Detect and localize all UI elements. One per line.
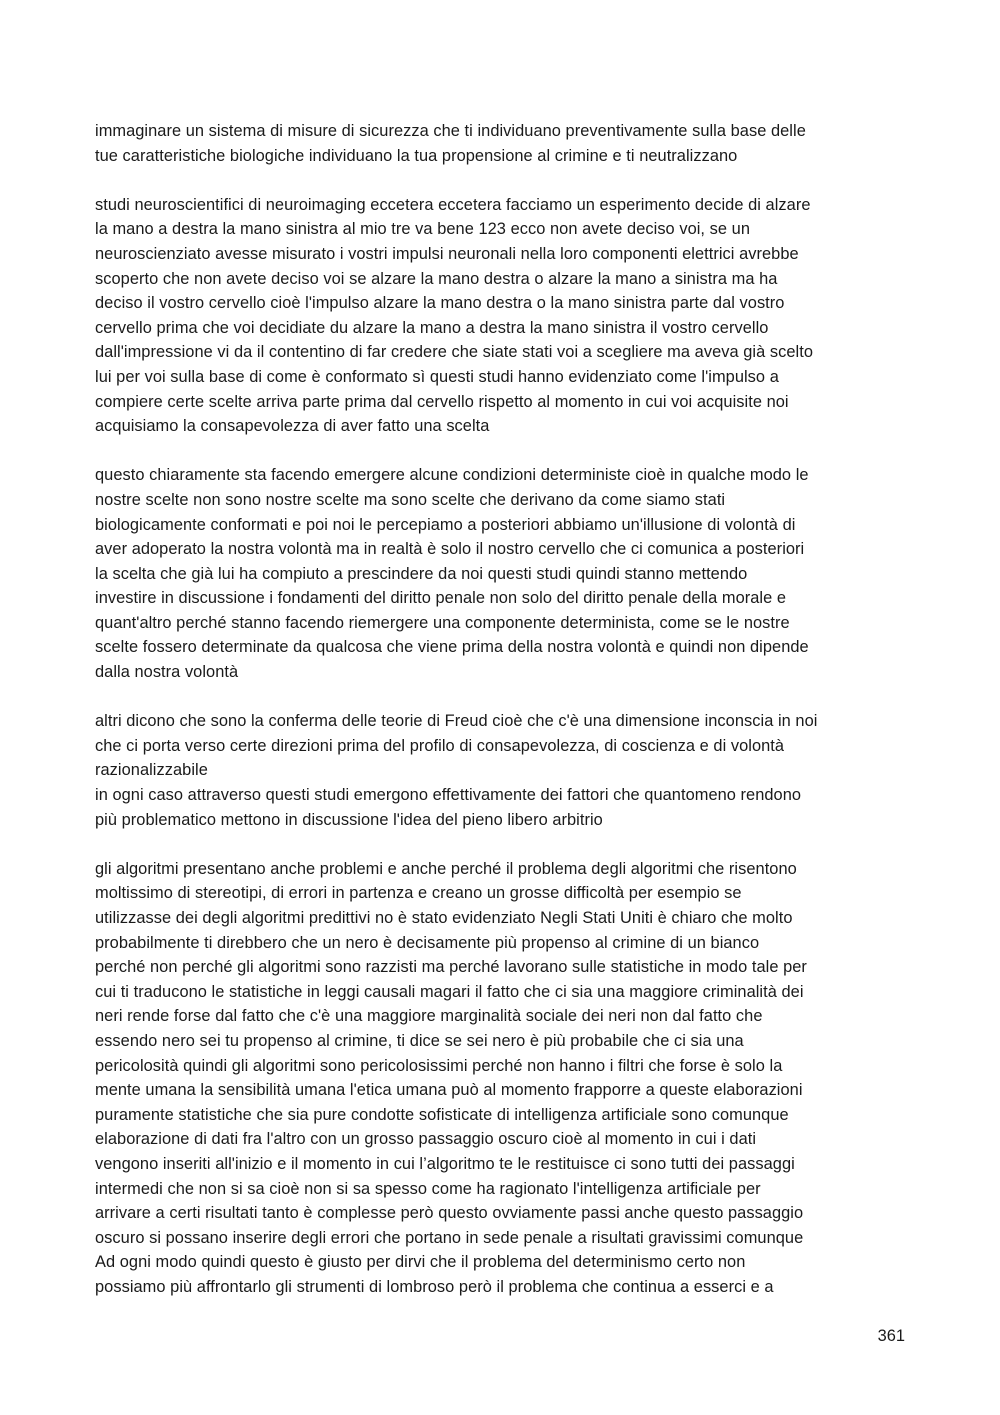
- text-line: essendo nero sei tu propenso al crimine, ti dice se sei nero è più probabile che ci sia una: [95, 1031, 744, 1050]
- text-line: in ogni caso attraverso questi studi emergono effettivamente dei fattori che quantomeno rendono: [95, 786, 802, 805]
- text-line: pericolosità quindi gli algoritmi sono pericolosissimi perché non hanno i filtri che forse è solo la: [95, 1056, 783, 1075]
- text-line: investire in discussione i fondamenti del diritto penale non solo del diritto penale della morale e: [95, 589, 787, 608]
- page-number: 361: [877, 1327, 905, 1345]
- body-text: [95, 119, 915, 1300]
- text-line: quant'altro perché stanno facendo riemergere una componente determinista, come se le nostre: [95, 613, 790, 632]
- text-line: compiere certe scelte arriva parte prima dal cervello rispetto al momento in cui voi acquisite noi: [95, 392, 789, 411]
- paragraph: [95, 193, 915, 439]
- text-line: razionalizzabile: [95, 761, 208, 780]
- text-line: dall'impressione vi da il contentino di far credere che siate stati voi a scegliere ma aveva già scelto: [95, 343, 813, 362]
- text-line: dalla nostra volontà: [95, 663, 239, 682]
- text-line: moltissimo di stereotipi, di errori in partenza e creano un grosse difficoltà per esempio se: [95, 884, 742, 903]
- text-line: vengono inseriti all'inizio e il momento in cui l’algoritmo te le restituisce ci sono tutti dei passaggi: [95, 1154, 795, 1173]
- text-line: questo chiaramente sta facendo emergere alcune condizioni deterministe cioè in qualche modo le: [95, 466, 809, 485]
- text-line: nostre scelte non sono nostre scelte ma sono scelte che derivano da come siamo stati: [95, 490, 726, 509]
- text-line: neuroscienziato avesse misurato i vostri impulsi neuronali nella loro componenti elettrici avrebbe: [95, 244, 799, 263]
- text-line: immaginare un sistema di misure di sicurezza che ti individuano preventivamente sulla base delle: [95, 122, 806, 140]
- text-line: Ad ogni modo quindi questo è giusto per dirvi che il problema del determinismo certo non: [95, 1253, 746, 1272]
- text-line: perché non perché gli algoritmi sono razzisti ma perché lavorano sulle statistiche in modo tale per: [95, 958, 807, 977]
- text-line: cervello prima che voi decidiate du alzare la mano a destra la mano sinistra il vostro cervello: [95, 318, 769, 337]
- text-line: elaborazione di dati fra l'altro con un grosso passaggio oscuro cioè al momento in cui i dati: [95, 1130, 757, 1149]
- paragraph: [95, 463, 915, 684]
- text-line: puramente statistiche che sia pure condotte sofisticate di intelligenza artificiale sono comunque: [95, 1105, 789, 1124]
- paragraph: [95, 119, 915, 168]
- paragraph: [95, 857, 915, 1300]
- text-line: cui ti traducono le statistiche in leggi causali magari il fatto che ci sia una maggiore criminalità dei: [95, 982, 804, 1001]
- text-line: la scelta che già lui ha compiuto a prescindere da noi questi studi quindi stanno mettendo: [95, 564, 748, 583]
- text-line: più problematico mettono in discussione l'idea del pieno libero arbitrio: [95, 810, 603, 829]
- text-line: utilizzasse dei degli algoritmi predittivi no è stato evidenziato Negli Stati Uniti è chiaro che molto: [95, 909, 793, 927]
- text-line: mente umana la sensibilità umana l'etica umana può al momento frapporre a queste elaborazioni: [95, 1081, 803, 1100]
- text-line: lui per voi sulla base di come è conformato sì questi studi hanno evidenziato come l'impulso a: [95, 367, 779, 386]
- text-line: oscuro si possano inserire degli errori che portano in sede penale a risultati gravissimi comunque: [95, 1228, 804, 1247]
- text-line: acquisiamo la consapevolezza di aver fatto una scelta: [95, 417, 490, 436]
- text-line: altri dicono che sono la conferma delle teorie di Freud cioè che c'è una dimensione inconscia in noi: [95, 712, 818, 731]
- text-line: scelte fossero determinate da qualcosa che viene prima della nostra volontà e quindi non dipende: [95, 638, 809, 657]
- text-line: probabilmente ti direbbero che un nero è decisamente più propenso al crimine di un bianco: [95, 933, 760, 952]
- text-line: studi neuroscientifici di neuroimaging eccetera eccetera facciamo un esperimento decide di alzare: [95, 195, 811, 214]
- text-line: biologicamente conformati e poi noi le percepiamo a posteriori abbiamo un'illusione di volontà di: [95, 515, 796, 534]
- text-line: neri rende forse dal fatto che c'è una maggiore marginalità sociale dei neri non dal fatto che: [95, 1007, 763, 1026]
- text-line: che ci porta verso certe direzioni prima del profilo di consapevolezza, di coscienza e di volontà: [95, 736, 785, 755]
- paragraph: [95, 709, 915, 832]
- text-line: la mano a destra la mano sinistra al mio tre va bene 123 ecco non avete deciso voi, se un: [95, 220, 750, 239]
- text-line: intermedi che non si sa cioè non si sa spesso come ha ragionato l'intelligenza artificiale per: [95, 1179, 761, 1198]
- text-line: deciso il vostro cervello cioè l'impulso alzare la mano destra o la mano sinistra parte dal vostro: [95, 294, 785, 313]
- text-line: tue caratteristiche biologiche individuano la tua propensione al crimine e ti neutralizzano: [95, 146, 738, 165]
- text-line: possiamo più affrontarlo gli strumenti di lombroso però il problema che continua a esserci e a: [95, 1277, 774, 1296]
- text-line: scoperto che non avete deciso voi se alzare la mano destra o alzare la mano a sinistra ma ha: [95, 269, 778, 288]
- text-line: aver adoperato la nostra volontà ma in realtà è solo il nostro cervello che ci comunica a posteriori: [95, 540, 805, 559]
- text-line: arrivare a certi risultati tanto è complesse però questo ovviamente passi anche questo passaggio: [95, 1204, 804, 1223]
- text-line: gli algoritmi presentano anche problemi e anche perché il problema degli algoritmi che risentono: [95, 859, 797, 878]
